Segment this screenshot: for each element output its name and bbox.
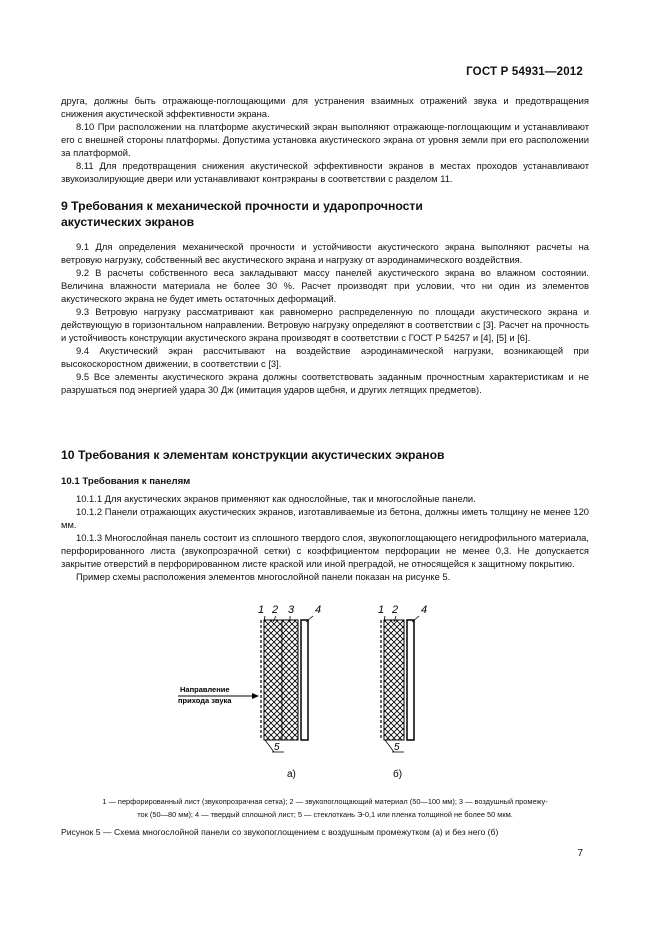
label-5: 5 <box>274 742 280 753</box>
subfigure-a-label: а) <box>287 769 296 780</box>
legend-line: ток (50—80 мм); 4 — твердый сплошной лист; 5 — стеклоткань Э-0,1 или пленка толщиной не более 50 мкм. <box>137 810 513 819</box>
solid-sheet-a <box>301 620 308 740</box>
paragraph: 10.1.2 Панели отражающих акустических экранов, изготавливаемые из бетона, должны иметь толщину не менее 120 мм. <box>61 506 589 530</box>
section-10-body <box>61 476 589 583</box>
intro-block <box>61 94 589 185</box>
panel-a <box>258 604 321 780</box>
arrow-label-2: прихода звука <box>178 696 232 705</box>
label-1: 1 <box>378 604 385 616</box>
paragraph: 9.3 Ветровую нагрузку рассматривают как равномерно распределенную по площади акустического экрана и действующую в горизонтальном направлении. Ветровую нагрузку определяют в соответствии с [3]. Расчет на прочность и устойчивость конструкции акустического экрана производят в соответствии с ГОСТ Р 54257 и [4], [5] и [6]. <box>61 306 589 343</box>
paragraph: 9.2 В расчеты собственного веса закладывают массу панелей акустического экрана во влажном состоянии. Величина влажности материала не более 30 %. Расчет производят при условии, что ни один из элементов акустического экрана не будет иметь остаточных деформаций. <box>61 267 589 304</box>
section-9 <box>61 198 589 230</box>
paragraph: 10.1.3 Многослойная панель состоит из сплошного твердого слоя, звукопоглощающего негидрофильного материала, перфорированного листа (звукопрозрачной сетки) с коэффициентом перфорации не менее 0,3. Не допускается закрытие отверстий в перфорированном листе краской или иной преградой, не относящейся к защитному покрытию. <box>61 532 589 569</box>
page-number: 7 <box>577 848 583 859</box>
subsection-title: 10.1 Требования к панелям <box>61 476 191 487</box>
air-gap-a <box>282 620 298 740</box>
paragraph: Пример схемы расположения элементов многослойной панели показан на рисунке 5. <box>76 571 451 582</box>
section-9-body <box>61 240 589 396</box>
label-3: 3 <box>288 604 295 616</box>
figure-caption: Рисунок 5 — Схема многослойной панели со звукопоглощением с воздушным промежутком (а) и без него (б) <box>61 827 499 837</box>
figure-5 <box>160 600 490 790</box>
paragraph: 9.5 Все элементы акустического экрана должны соответствовать заданным прочностным характеристикам и не разрушаться под энергией удара 30 Дж (имитация ударов щебня, и других летящих предметов). <box>61 371 589 395</box>
legend-line: 1 — перфорированный лист (звукопрозрачная сетка); 2 — звукопоглощающий материал (50—100 мм); 3 — воздушный промежу- <box>102 797 548 806</box>
section-10 <box>61 447 589 463</box>
label-4: 4 <box>315 604 322 616</box>
subfigure-b-label: б) <box>393 769 403 780</box>
paragraph: друга, должны быть отражающе-поглощающими для устранения взаимных отражений звука и предотвращения снижения акустической эффективности экрана. <box>61 95 589 119</box>
arrow-label-1: Направление <box>180 685 230 694</box>
label-2: 2 <box>272 604 279 616</box>
paragraph: 10.1.1 Для акустических экранов применяют как однослойные, так и многослойные панели. <box>76 493 476 504</box>
figure-legend <box>47 795 603 821</box>
sound-direction-arrow <box>178 685 259 705</box>
panel-b <box>378 604 427 780</box>
solid-sheet-b <box>407 620 414 740</box>
section-title: 9 Требования к механической прочности и ударопрочности акустических экранов <box>61 199 423 229</box>
paragraph: 8.11 Для предотвращения снижения акустической эффективности экранов в местах проходов устанавливают звукоизолирующие двери или устанавливают контрэкраны в соответствии с разделом 11. <box>61 160 589 184</box>
label-1: 1 <box>258 604 265 616</box>
paragraph: 8.10 При расположении на платформе акустический экран выполняют отражающе-поглощающим и устанавливают его с внешней стороны платформы. Допустима установка акустического экрана от уровня земли при его расположении за платформой. <box>61 121 589 158</box>
absorber-b <box>384 620 404 740</box>
paragraph: 9.4 Акустический экран рассчитывают на воздействие аэродинамической нагрузки, возникающей при высокоскоростном движении, в соответствии с [3]. <box>61 345 589 369</box>
absorber-a <box>264 620 282 740</box>
doc-number: ГОСТ Р 54931—2012 <box>466 66 583 78</box>
label-4: 4 <box>421 604 428 616</box>
section-title: 10 Требования к элементам конструкции акустических экранов <box>61 448 445 462</box>
paragraph: 9.1 Для определения механической прочности и устойчивости акустического экрана выполняют расчеты на ветровую нагрузку, собственный вес акустического экрана и нагрузку от аэродинамического воздействия. <box>61 241 589 265</box>
label-2: 2 <box>392 604 399 616</box>
label-5: 5 <box>394 742 400 753</box>
